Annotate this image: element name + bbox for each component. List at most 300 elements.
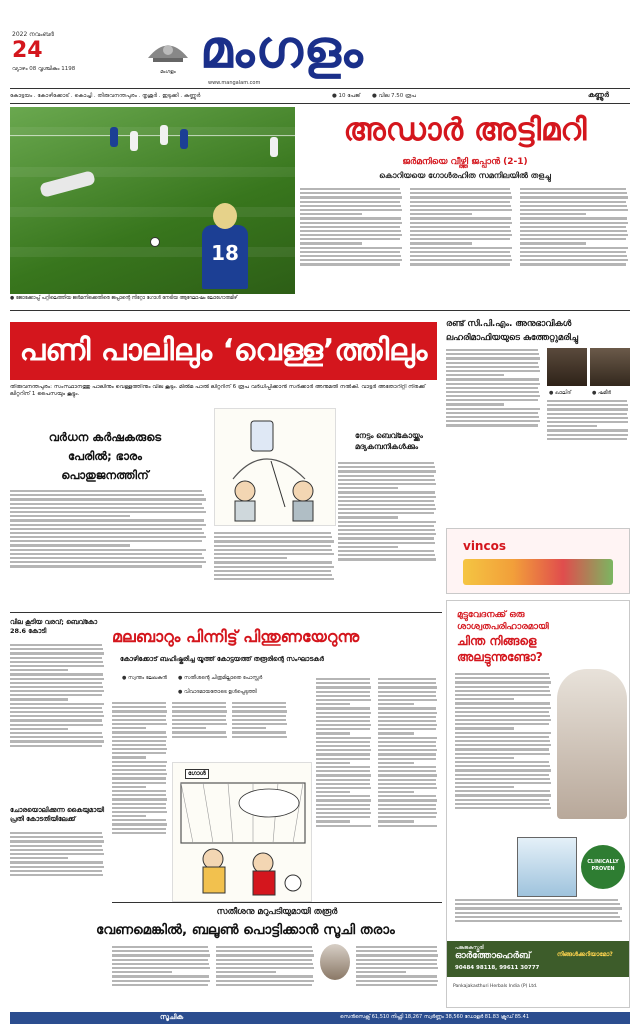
text-line	[455, 774, 549, 776]
portrait-khalid	[547, 348, 587, 386]
text-line	[338, 479, 435, 481]
text-line	[520, 255, 627, 257]
text-line	[455, 899, 618, 901]
text-line	[378, 703, 414, 705]
bottom-kicker: സതീശനു മറുപടിയുമായി തരൂർ	[216, 907, 338, 917]
text-line	[316, 812, 371, 814]
text-line	[316, 691, 370, 693]
banner-headline: പണി പാലിലും ‘വെള്ള’ത്തിലും	[10, 322, 437, 380]
text-line	[338, 521, 436, 523]
lead-photo	[10, 107, 295, 294]
text-line	[455, 702, 550, 704]
ad-care: നിങ്ങൾക്കറിയാമോ?	[557, 951, 613, 958]
text-line	[10, 870, 102, 872]
text-line	[10, 561, 206, 563]
text-line	[316, 703, 350, 705]
text-line	[10, 732, 102, 734]
text-line	[455, 790, 550, 792]
text-line	[410, 217, 511, 219]
text-line	[172, 702, 226, 704]
text-line	[112, 748, 167, 750]
text-line	[410, 238, 510, 240]
text-line	[378, 762, 414, 764]
text-line	[10, 745, 102, 747]
clinical-badge: CLINICALLY PROVEN	[581, 845, 625, 889]
text-line	[10, 690, 104, 692]
text-line	[112, 710, 167, 712]
text-line	[378, 707, 436, 709]
text-line	[10, 644, 102, 646]
portrait-shameer	[590, 348, 630, 386]
text-line	[216, 959, 312, 961]
text-line	[378, 732, 414, 734]
text-line	[10, 728, 68, 730]
text-line	[410, 201, 510, 203]
index-label: സൂചിക	[160, 1013, 184, 1021]
text-line	[10, 557, 204, 559]
text-line	[455, 907, 622, 909]
malabar-headline: മലബാറും പിന്നിട്ട് പിന്തുണയേറുന്നു	[112, 627, 360, 646]
text-line	[300, 247, 402, 249]
portrait-tharoor	[320, 944, 350, 980]
text-line	[216, 967, 314, 969]
text-line	[520, 222, 628, 224]
text-line	[214, 553, 334, 555]
text-line	[112, 756, 146, 758]
text-line	[112, 769, 166, 771]
text-line	[446, 399, 538, 401]
text-line	[378, 686, 437, 688]
text-line	[356, 946, 437, 948]
text-line	[410, 242, 472, 244]
text-line	[10, 536, 206, 538]
text-line	[10, 490, 202, 492]
text-line	[316, 758, 370, 760]
text-line	[338, 504, 435, 506]
text-line	[410, 192, 511, 194]
text-line	[112, 719, 166, 721]
ad-company: Pankajakasthuri Herbals India (P) Ltd.	[453, 984, 538, 989]
text-line	[112, 790, 166, 792]
text-line	[214, 561, 332, 563]
text-line	[112, 727, 146, 729]
text-line	[112, 715, 166, 717]
text-line	[10, 836, 103, 838]
text-line	[455, 916, 620, 918]
text-line	[356, 984, 437, 986]
text-line	[338, 470, 436, 472]
text-line	[10, 857, 68, 859]
text-line	[10, 678, 104, 680]
text-line	[338, 496, 436, 498]
text-line	[10, 540, 202, 542]
text-line	[410, 255, 511, 257]
text-line	[378, 720, 436, 722]
emblem-label: മംഗളം	[160, 69, 176, 75]
text-line	[112, 765, 166, 767]
text-line	[316, 766, 370, 768]
text-line	[316, 808, 370, 810]
text-line	[112, 980, 210, 982]
text-line	[378, 678, 436, 680]
text-line	[338, 462, 434, 464]
text-line	[378, 745, 436, 747]
text-line	[112, 807, 166, 809]
text-line	[316, 720, 370, 722]
text-line	[455, 740, 550, 742]
text-line	[172, 736, 227, 738]
text-line	[316, 732, 350, 734]
text-line	[520, 196, 628, 198]
text-line	[455, 807, 551, 809]
text-line	[455, 744, 551, 746]
text-line	[378, 774, 437, 776]
text-line	[316, 779, 370, 781]
text-line	[455, 673, 549, 675]
text-line	[520, 217, 627, 219]
malabar-note-1: ● സതീശന്റെ ചിത്രമില്ലാതെ പോസ്റ്റർ	[178, 675, 263, 681]
ad-brand-top: പങ്കജകസ്തൂരി	[455, 945, 484, 951]
text-line	[300, 196, 402, 198]
text-line	[214, 536, 332, 538]
ad-product-box	[517, 837, 577, 897]
text-line	[214, 545, 331, 547]
text-line	[316, 741, 370, 743]
edition-name: കണ്ണൂർ	[588, 91, 609, 99]
malabar-body-2	[172, 700, 228, 760]
text-line	[300, 213, 362, 215]
date-day: 24	[12, 38, 43, 63]
text-line	[214, 540, 334, 542]
text-line	[338, 512, 434, 514]
bottom-body-1	[112, 944, 212, 1010]
text-line	[410, 222, 512, 224]
text-line	[446, 374, 504, 376]
text-line	[10, 866, 104, 868]
market-figures: സെൻസെക്സ് 61,510 നിഫ്റ്റി 18,267 സ്വർണ്ണം 38,560 ഡോളർ 81.83 ക്രൂഡ് 85.41	[340, 1014, 530, 1020]
text-line	[10, 715, 104, 717]
text-line	[356, 980, 438, 982]
short-headline-1: വില കൂടിയ വരവ്; ബെവ്കോ 28.6 കോടി	[10, 618, 98, 635]
text-line	[378, 825, 437, 827]
text-line	[10, 874, 103, 876]
text-line	[338, 558, 436, 560]
text-line	[300, 209, 402, 211]
text-line	[300, 234, 402, 236]
text-line	[10, 652, 104, 654]
text-line	[232, 715, 286, 717]
text-line	[172, 727, 206, 729]
text-line	[446, 370, 540, 372]
short-body-2	[10, 830, 106, 900]
text-line	[520, 234, 628, 236]
text-line	[112, 815, 146, 817]
text-line	[10, 565, 202, 567]
vincos-ad[interactable]	[446, 528, 630, 594]
text-line	[316, 783, 370, 785]
text-line	[10, 740, 104, 742]
text-line	[232, 727, 266, 729]
text-line	[547, 425, 597, 427]
text-line	[547, 434, 628, 436]
text-line	[455, 786, 514, 788]
text-line	[410, 234, 512, 236]
text-line	[10, 532, 204, 534]
striker-head	[213, 203, 237, 229]
text-line	[232, 719, 286, 721]
text-line	[446, 391, 539, 393]
section-divider	[10, 310, 630, 311]
text-line	[316, 799, 371, 801]
ad-model-figure	[557, 669, 627, 819]
orthoherb-ad[interactable]	[446, 600, 630, 1008]
editions-list: കോട്ടയം . കോഴിക്കോട് . കൊച്ചി . തിരുവനന്തപുരം . തൃശൂർ . ഇടുക്കി . കണ്ണൂർ	[10, 93, 201, 99]
page-count: ● 10 പേജ്	[332, 93, 361, 99]
text-line	[455, 711, 549, 713]
text-line	[520, 259, 628, 261]
text-line	[300, 242, 362, 244]
text-line	[520, 213, 586, 215]
text-line	[446, 387, 538, 389]
text-line	[455, 690, 550, 692]
text-line	[300, 251, 400, 253]
lead-body-col-1	[300, 186, 404, 304]
text-line	[446, 416, 539, 418]
text-line	[455, 761, 549, 763]
text-line	[112, 975, 209, 977]
text-line	[316, 686, 371, 688]
text-line	[455, 765, 550, 767]
story-mid-body-2	[214, 530, 336, 610]
text-line	[112, 959, 208, 961]
text-line	[112, 832, 166, 834]
text-line	[10, 853, 104, 855]
text-line	[356, 963, 437, 965]
text-line	[316, 791, 350, 793]
football-cartoon	[172, 762, 312, 902]
text-line	[547, 421, 628, 423]
bottom-body-2	[216, 944, 316, 1010]
text-line	[338, 554, 435, 556]
text-line	[547, 438, 627, 440]
text-line	[520, 247, 628, 249]
text-line	[547, 413, 627, 415]
text-line	[316, 774, 371, 776]
text-line	[316, 699, 371, 701]
text-line	[356, 967, 438, 969]
vincos-brand: vincos	[463, 539, 506, 553]
text-line	[547, 408, 628, 410]
text-line	[446, 362, 538, 364]
text-line	[112, 967, 210, 969]
text-line	[10, 519, 204, 521]
text-line	[300, 222, 402, 224]
lead-sub-2: കൊറിയയെ ഗോൾരഹിത സമനിലയിൽ തളച്ചു	[379, 171, 551, 180]
masthead-title: മംഗളം	[200, 20, 364, 80]
text-line	[356, 954, 438, 956]
text-line	[338, 483, 436, 485]
text-line	[316, 795, 370, 797]
date-weekday: വ്യാഴം 08 വൃശ്ചികം 1198	[12, 66, 76, 72]
text-line	[338, 546, 398, 548]
text-line	[378, 808, 436, 810]
text-line	[455, 778, 550, 780]
text-line	[216, 963, 313, 965]
text-line	[216, 984, 312, 986]
text-line	[172, 719, 226, 721]
text-line	[10, 669, 68, 671]
text-line	[10, 686, 103, 688]
text-line	[316, 825, 371, 827]
text-line	[338, 525, 434, 527]
text-line	[112, 819, 166, 821]
text-line	[10, 861, 103, 863]
text-line	[172, 731, 226, 733]
text-line	[112, 740, 166, 742]
text-line	[338, 475, 434, 477]
text-line	[214, 570, 331, 572]
text-line	[455, 920, 622, 922]
date-line: 2022 നവംബർ	[12, 31, 54, 38]
player-germany	[270, 137, 278, 157]
text-line	[300, 201, 400, 203]
text-line	[455, 748, 549, 750]
text-line	[338, 466, 435, 468]
text-line	[378, 728, 436, 730]
text-line	[455, 686, 549, 688]
text-line	[520, 226, 626, 228]
story-mid-body	[338, 460, 438, 610]
text-line	[378, 820, 414, 822]
text-line	[216, 975, 313, 977]
text-line	[216, 950, 313, 952]
text-line	[10, 498, 206, 500]
malabar-byline: ● സ്വന്തം ലേഖകൻ	[122, 675, 167, 681]
text-line	[378, 791, 414, 793]
text-line	[316, 695, 370, 697]
text-line	[455, 732, 551, 734]
text-line	[214, 566, 334, 568]
text-line	[112, 950, 209, 952]
ad-line-1: മുട്ടുവേദനക്ക് ഒരു	[457, 610, 525, 620]
text-line	[112, 752, 166, 754]
text-line	[455, 719, 551, 721]
text-line	[338, 487, 398, 489]
text-line	[446, 349, 538, 351]
text-line	[316, 770, 370, 772]
text-line	[547, 404, 628, 406]
text-line	[316, 724, 371, 726]
side-headline-1: രണ്ട് സി.പി.എം. അനുഭാവികൾ	[446, 319, 572, 329]
emblem-icon	[143, 28, 193, 78]
text-line	[446, 424, 538, 426]
text-line	[112, 773, 167, 775]
text-line	[455, 694, 551, 696]
text-line	[455, 912, 618, 914]
footer-bar	[10, 1012, 630, 1024]
text-line	[172, 723, 227, 725]
malabar-body-1	[112, 700, 168, 900]
text-line	[316, 707, 370, 709]
text-line	[316, 753, 370, 755]
text-line	[316, 712, 371, 714]
malabar-body-5	[378, 676, 438, 900]
text-line	[232, 702, 286, 704]
text-line	[10, 673, 103, 675]
text-line	[455, 757, 514, 759]
text-line	[446, 353, 539, 355]
ad-line-4: അലട്ടുന്നുണ്ടോ?	[457, 650, 543, 664]
text-line	[446, 395, 540, 397]
text-line	[410, 226, 510, 228]
text-line	[378, 695, 436, 697]
text-line	[300, 192, 401, 194]
text-line	[378, 691, 436, 693]
text-line	[112, 744, 166, 746]
text-line	[112, 828, 166, 830]
text-line	[547, 400, 627, 402]
text-line	[378, 699, 437, 701]
text-line	[10, 553, 202, 555]
text-line	[410, 263, 510, 265]
text-line	[10, 707, 102, 709]
text-line	[316, 816, 370, 818]
text-line	[455, 707, 551, 709]
text-line	[112, 777, 166, 779]
text-line	[378, 795, 436, 797]
text-line	[520, 209, 628, 211]
text-line	[10, 845, 102, 847]
text-line	[10, 724, 103, 726]
text-line	[300, 263, 400, 265]
text-line	[410, 259, 512, 261]
text-line	[316, 716, 370, 718]
text-line	[10, 698, 68, 700]
lead-photo-caption: ● ജോക്കോപ്പ് പറ്റിലെത്തിയ ജർമനിക്കെതിരെ ജപ്പാന്റെ നിറ്റോ ഗോൾ നേടിയ ആഘോഷം ലോഗോതമിഴ്	[10, 296, 238, 301]
text-line	[378, 724, 437, 726]
text-line	[338, 508, 436, 510]
text-line	[455, 727, 514, 729]
text-line	[10, 736, 103, 738]
text-line	[300, 259, 402, 261]
text-line	[378, 812, 437, 814]
text-line	[547, 429, 628, 431]
ad-phone[interactable]: 90484 98118, 99611 30777	[455, 965, 540, 971]
text-line	[378, 749, 437, 751]
side-headline-2: ലഹരിമാഫിയയുടെ കുത്തേറ്റുമരിച്ചു	[446, 333, 579, 343]
story-mid-headline: നേട്ടം ബെവ്കോയ്ക്കും മദ്യകമ്പനികൾക്കും	[355, 431, 423, 451]
text-line	[112, 954, 210, 956]
text-line	[112, 963, 209, 965]
text-line	[10, 507, 204, 509]
ball-icon	[150, 237, 160, 247]
text-line	[216, 954, 314, 956]
malabar-body-4	[316, 676, 372, 900]
goal-sign: ഗോൾ	[185, 769, 209, 779]
text-line	[316, 787, 371, 789]
website-link[interactable]: www.mangalam.com	[208, 80, 261, 86]
text-line	[378, 816, 436, 818]
text-line	[10, 549, 206, 551]
ad-text-2	[455, 897, 625, 937]
text-line	[455, 698, 514, 700]
section-divider	[112, 902, 442, 903]
text-line	[455, 794, 551, 796]
text-line	[10, 682, 102, 684]
text-line	[316, 762, 350, 764]
text-line	[410, 196, 512, 198]
lead-body-col-3	[520, 186, 630, 304]
